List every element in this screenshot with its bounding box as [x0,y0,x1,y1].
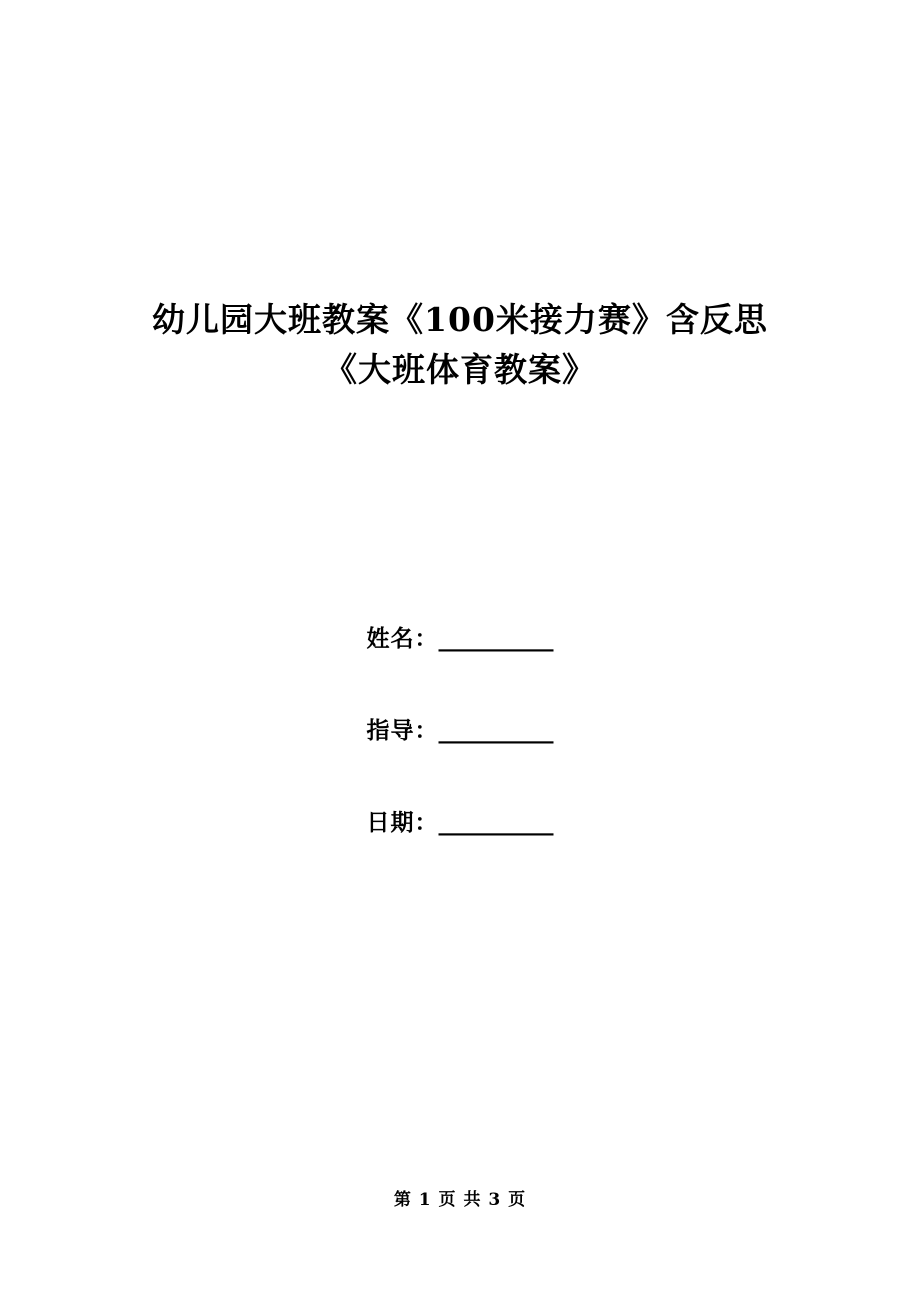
date-field-blank[interactable]: __________ [438,809,554,836]
advisor-field-label: 指导： [366,717,439,744]
name-field-label: 姓名： [366,625,439,652]
field-row-date [140,804,780,896]
page-title: 幼儿园大班教案《100米接力赛》含反思《大班体育教案》 [152,300,768,389]
name-field-blank[interactable]: __________ [438,625,554,652]
page-footer: 第 1 页 共 3 页 [393,1190,527,1210]
advisor-field-blank[interactable]: __________ [438,717,554,744]
date-field-label: 日期： [366,809,439,836]
field-row-advisor [140,712,780,804]
signature-fields [140,620,780,896]
field-row-name [140,620,780,712]
